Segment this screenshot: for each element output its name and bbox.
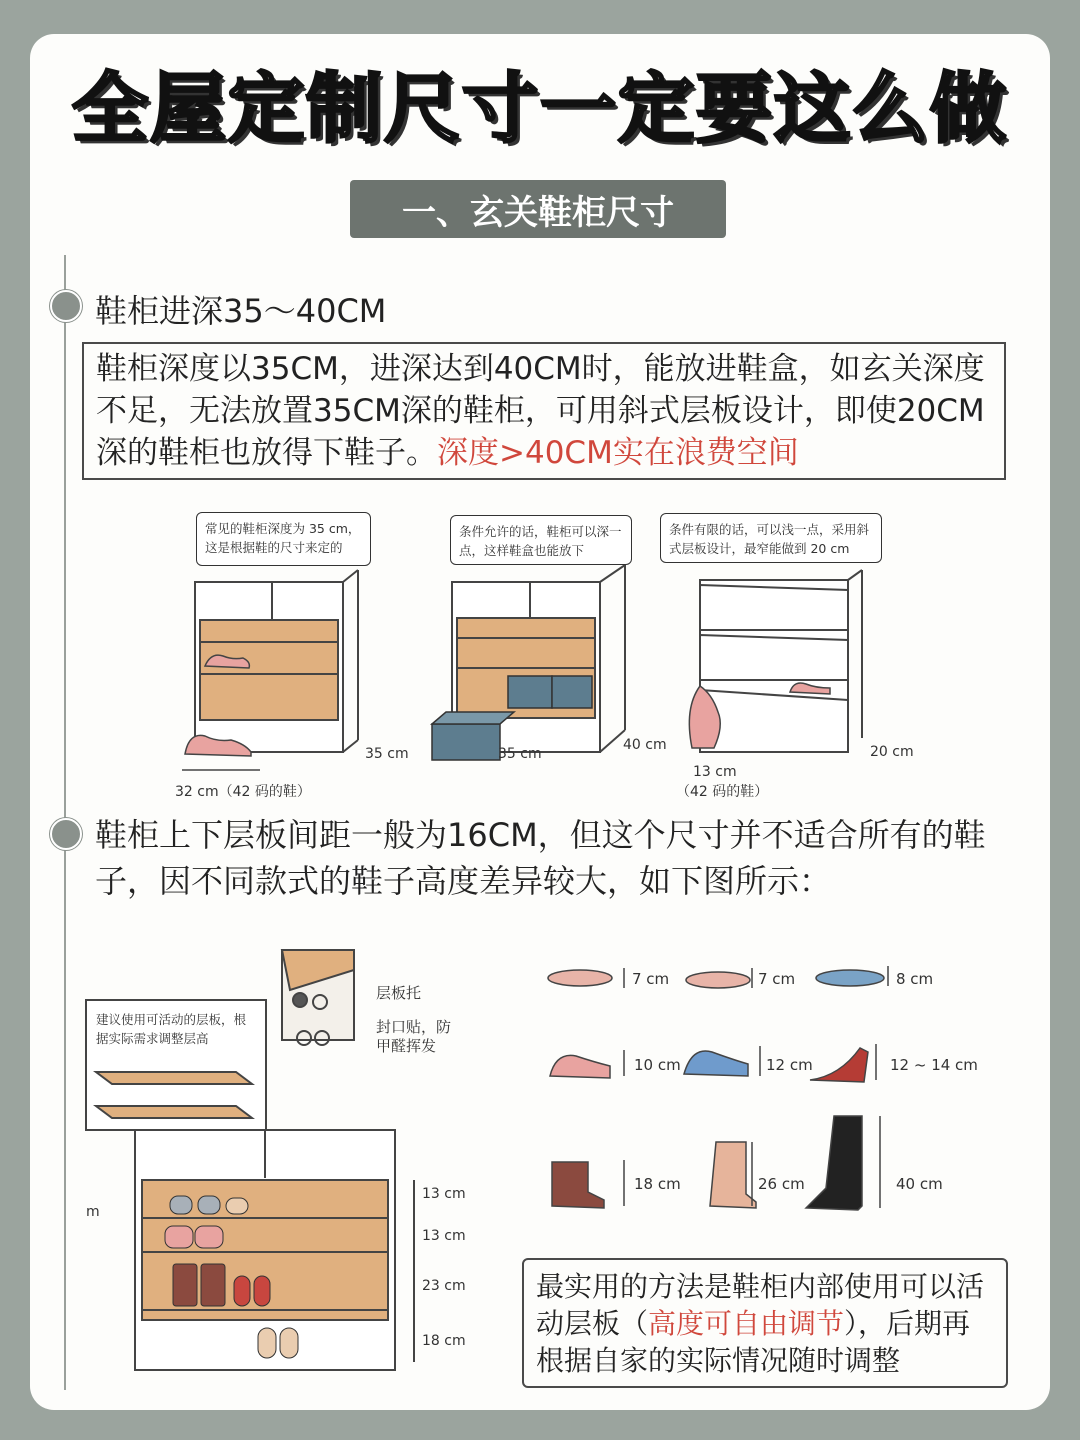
height-label: 10 cm	[634, 1056, 681, 1074]
page-title: 全屋定制尺寸一定要这么做	[72, 64, 1008, 153]
height-label: 26 cm	[758, 1175, 805, 1193]
height-label: 7 cm	[632, 970, 670, 988]
spacing-label: 13 cm	[422, 1228, 466, 1244]
note-bubble-2: 条件允许的话，鞋柜可以深一点，这样鞋盒也能放下	[450, 515, 632, 565]
note-bubble-1: 常见的鞋柜深度为 35 cm，这是根据鞋的尺寸来定的	[196, 512, 371, 566]
cabinet-20cm-slanted	[700, 570, 862, 752]
shoe-size-label: 32 cm（42 码的鞋）	[175, 784, 311, 800]
dim-label-35cm: 35 cm	[365, 746, 409, 762]
shoe-size-label-2: （42 码的鞋）	[676, 784, 769, 800]
height-label: 18 cm	[634, 1175, 681, 1193]
point1-body: 鞋柜深度以35CM，进深达到40CM时，能放进鞋盒，如玄关深度不足，无法放置35CM深的鞋柜，可用斜式层板设计，即使20CM深的鞋柜也放得下鞋子。	[96, 351, 985, 471]
shoe-length-label: 13 cm	[693, 764, 737, 780]
bullet-dot	[50, 818, 82, 850]
tip-box	[522, 1258, 1008, 1388]
tip-highlight: 高度可自由调节	[648, 1307, 845, 1340]
edge-fragment: m	[86, 1204, 100, 1220]
height-label: 12 ~ 14 cm	[890, 1056, 978, 1074]
advice-note: 建议使用可活动的层板，根据实际需求调整层高	[96, 1012, 247, 1046]
dim-label-40cm: 40 cm	[623, 737, 667, 753]
shoe-height-icons	[548, 970, 884, 1210]
tip-suffix: ），后期再根据自家的实际情况随时调整	[536, 1307, 971, 1377]
holder-label: 层板托	[376, 984, 422, 1002]
point2-heading: 鞋柜上下层板间距一般为16CM，但这个尺寸并不适合所有的鞋子，因不同款式的鞋子高度差异较大，如下图所示：	[95, 816, 986, 900]
point1-heading: 鞋柜进深35～40CM	[95, 292, 387, 330]
point1-highlight: 深度>40CM实在浪费空间	[437, 435, 799, 471]
spacing-label: 13 cm	[422, 1186, 466, 1202]
shoebox-dim-label: 35 cm	[498, 746, 542, 762]
height-label: 12 cm	[766, 1056, 813, 1074]
section-title: 一、玄关鞋柜尺寸	[350, 180, 726, 238]
seal-label: 封口贴，防甲醛挥发	[376, 1018, 452, 1055]
note-bubble-3: 条件有限的话，可以浅一点，采用斜式层板设计，最窄能做到 20 cm	[660, 513, 882, 563]
height-label: 8 cm	[896, 970, 934, 988]
dim-label-20cm: 20 cm	[870, 744, 914, 760]
height-label: 40 cm	[896, 1175, 943, 1193]
tip-prefix: 最实用的方法是鞋柜内部使用可以活动层板（	[536, 1270, 985, 1340]
spacing-label: 23 cm	[422, 1278, 466, 1294]
spacing-label: 18 cm	[422, 1333, 466, 1349]
height-label: 7 cm	[758, 970, 796, 988]
